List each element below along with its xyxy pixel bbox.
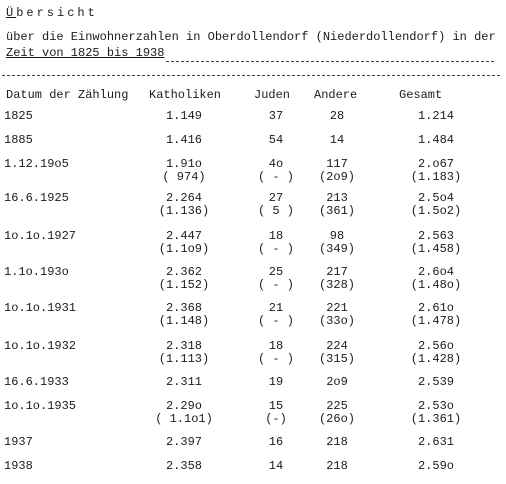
cell-others-subvalue: (2o9) [318, 170, 355, 184]
cell-jews [258, 134, 294, 147]
cell-catholics [146, 266, 222, 292]
cell-jews [258, 266, 294, 292]
cell-total [396, 460, 476, 473]
cell-catholics [146, 110, 222, 123]
cell-catholics [146, 302, 222, 328]
cell-jews-value: 16 [268, 435, 284, 449]
cell-catholics-subvalue: (1.113) [158, 352, 210, 366]
cell-jews-subvalue: ( - ) [258, 170, 295, 184]
cell-catholics-value: 2.318 [165, 339, 202, 353]
cell-total-value: 2.59o [417, 459, 454, 473]
cell-catholics-value: 2.368 [165, 301, 202, 315]
cell-jews-value: 37 [268, 109, 284, 123]
cell-jews-value: 14 [268, 459, 284, 473]
subtitle-dashed-rule [166, 61, 494, 62]
cell-jews-value: 18 [268, 229, 284, 243]
cell-catholics [146, 436, 222, 449]
subtitle-line-2 [6, 45, 164, 61]
cell-others [312, 266, 362, 292]
subtitle-line-1: über die Einwohnerzahlen in Oberdollendorf (Niederdollendorf) in der [6, 30, 496, 44]
cell-jews-value: 19 [268, 375, 284, 389]
cell-others-value: 2o9 [326, 375, 348, 389]
cell-jews-value: 54 [268, 133, 284, 147]
cell-jews-subvalue: ( - ) [258, 314, 295, 328]
cell-others-value: 28 [329, 109, 345, 123]
cell-date-value: 1o.1o.1935 [4, 399, 77, 413]
cell-jews [258, 436, 294, 449]
cell-others-subvalue: (26o) [318, 412, 355, 426]
cell-date-value: 1885 [4, 133, 33, 147]
cell-total-subvalue: (1.361) [410, 412, 462, 426]
title-first-letter: Ü [6, 6, 17, 20]
cell-others-value: 14 [329, 133, 345, 147]
cell-total-value: 2.563 [417, 229, 454, 243]
cell-jews [258, 376, 294, 389]
cell-others [312, 192, 362, 218]
cell-jews [258, 110, 294, 123]
header-dashed-rule [2, 75, 500, 76]
cell-total-value: 2.o67 [417, 157, 454, 171]
cell-catholics [146, 400, 222, 426]
cell-date [4, 460, 124, 473]
cell-date-value: 1.12.19o5 [4, 157, 69, 171]
cell-others-value: 221 [326, 301, 348, 315]
cell-others [312, 340, 362, 366]
cell-date [4, 376, 124, 389]
document-title [6, 6, 98, 20]
cell-others-value: 218 [326, 435, 348, 449]
cell-total [396, 230, 476, 256]
cell-catholics-value: 2.358 [165, 459, 202, 473]
cell-total-value: 1.484 [417, 133, 454, 147]
cell-date-value: 1.1o.193o [4, 265, 69, 279]
cell-jews-subvalue: ( - ) [258, 352, 295, 366]
cell-catholics [146, 340, 222, 366]
cell-jews-subvalue: ( 5 ) [258, 204, 295, 218]
cell-date-value: 1o.1o.1927 [4, 229, 77, 243]
subtitle-underlined: Zeit von 1825 bis 1938 [6, 46, 165, 60]
cell-jews [258, 158, 294, 184]
cell-catholics [146, 376, 222, 389]
cell-catholics-subvalue: (1.148) [158, 314, 210, 328]
cell-others [312, 158, 362, 184]
cell-catholics-value: 2.29o [165, 399, 202, 413]
cell-jews-value: 21 [268, 301, 284, 315]
cell-total-value: 2.6o4 [417, 265, 454, 279]
cell-total-subvalue: (1.478) [410, 314, 462, 328]
cell-date [4, 134, 124, 147]
cell-total [396, 110, 476, 123]
cell-jews-subvalue: ( - ) [258, 242, 295, 256]
cell-catholics [146, 230, 222, 256]
cell-jews-value: 25 [268, 265, 284, 279]
column-header-catholics: Katholiken [149, 88, 222, 102]
cell-catholics-subvalue: (1.1o9) [158, 242, 210, 256]
cell-others [312, 302, 362, 328]
cell-date [4, 302, 124, 315]
cell-jews [258, 460, 294, 473]
cell-jews [258, 340, 294, 366]
cell-date-value: 1937 [4, 435, 33, 449]
cell-others [312, 376, 362, 389]
cell-total-value: 2.5o4 [417, 191, 454, 205]
cell-jews-value: 4o [268, 157, 284, 171]
cell-date-value: 1825 [4, 109, 33, 123]
cell-total [396, 376, 476, 389]
column-header-others: Andere [314, 88, 358, 102]
cell-catholics-value: 2.264 [165, 191, 202, 205]
cell-others [312, 436, 362, 449]
cell-total-value: 2.56o [417, 339, 454, 353]
cell-catholics-value: 2.447 [165, 229, 202, 243]
cell-date-value: 16.6.1925 [4, 191, 69, 205]
cell-others [312, 460, 362, 473]
cell-date [4, 266, 124, 279]
cell-catholics-subvalue: (1.152) [158, 278, 210, 292]
cell-catholics-subvalue: ( 974) [162, 170, 206, 184]
cell-jews [258, 192, 294, 218]
cell-jews-subvalue: ( - ) [258, 278, 295, 292]
cell-total [396, 340, 476, 366]
cell-others-subvalue: (349) [318, 242, 355, 256]
table-header [0, 88, 506, 104]
cell-others-subvalue: (315) [318, 352, 355, 366]
cell-others [312, 110, 362, 123]
cell-catholics [146, 158, 222, 184]
cell-catholics-subvalue: (1.136) [158, 204, 210, 218]
cell-date [4, 340, 124, 353]
cell-others [312, 230, 362, 256]
cell-catholics [146, 134, 222, 147]
cell-total-subvalue: (1.5o2) [410, 204, 462, 218]
cell-others-value: 213 [326, 191, 348, 205]
cell-date [4, 400, 124, 413]
cell-date [4, 230, 124, 243]
cell-total-value: 1.214 [417, 109, 454, 123]
cell-jews-value: 15 [268, 399, 284, 413]
cell-jews [258, 400, 294, 426]
cell-others-value: 117 [326, 157, 348, 171]
cell-others-value: 98 [329, 229, 345, 243]
cell-catholics-value: 2.311 [165, 375, 202, 389]
cell-date-value: 1o.1o.1932 [4, 339, 77, 353]
cell-total-value: 2.53o [417, 399, 454, 413]
cell-date [4, 110, 124, 123]
cell-date-value: 16.6.1933 [4, 375, 69, 389]
cell-total [396, 158, 476, 184]
cell-catholics [146, 192, 222, 218]
cell-others-subvalue: (361) [318, 204, 355, 218]
cell-total-subvalue: (1.458) [410, 242, 462, 256]
cell-others [312, 400, 362, 426]
cell-total-subvalue: (1.183) [410, 170, 462, 184]
cell-catholics-value: 1.91o [165, 157, 202, 171]
cell-jews-value: 18 [268, 339, 284, 353]
cell-catholics-value: 2.397 [165, 435, 202, 449]
cell-total-value: 2.61o [417, 301, 454, 315]
cell-catholics-value: 1.149 [165, 109, 202, 123]
cell-jews-subvalue: (-) [265, 412, 287, 426]
cell-total [396, 134, 476, 147]
cell-total [396, 192, 476, 218]
cell-others-subvalue: (33o) [318, 314, 355, 328]
cell-catholics-value: 1.416 [165, 133, 202, 147]
cell-others-value: 217 [326, 265, 348, 279]
title-rest: bersicht [16, 6, 98, 20]
cell-total-subvalue: (1.48o) [410, 278, 462, 292]
cell-jews-value: 27 [268, 191, 284, 205]
cell-catholics [146, 460, 222, 473]
cell-total [396, 436, 476, 449]
cell-date [4, 192, 124, 205]
cell-date-value: 1938 [4, 459, 33, 473]
cell-total-value: 2.539 [417, 375, 454, 389]
cell-jews [258, 230, 294, 256]
cell-total-subvalue: (1.428) [410, 352, 462, 366]
column-header-total: Gesamt [399, 88, 443, 102]
cell-catholics-value: 2.362 [165, 265, 202, 279]
cell-others-subvalue: (328) [318, 278, 355, 292]
cell-total [396, 400, 476, 426]
cell-others-value: 224 [326, 339, 348, 353]
cell-date [4, 158, 124, 171]
cell-total [396, 302, 476, 328]
cell-others-value: 225 [326, 399, 348, 413]
cell-catholics-subvalue: ( 1.1o1) [155, 412, 213, 426]
column-header-date: Datum der Zählung [6, 88, 129, 102]
cell-others-value: 218 [326, 459, 348, 473]
cell-jews [258, 302, 294, 328]
cell-date-value: 1o.1o.1931 [4, 301, 77, 315]
cell-total [396, 266, 476, 292]
cell-date [4, 436, 124, 449]
cell-others [312, 134, 362, 147]
cell-total-value: 2.631 [417, 435, 454, 449]
column-header-jews: Juden [254, 88, 291, 102]
